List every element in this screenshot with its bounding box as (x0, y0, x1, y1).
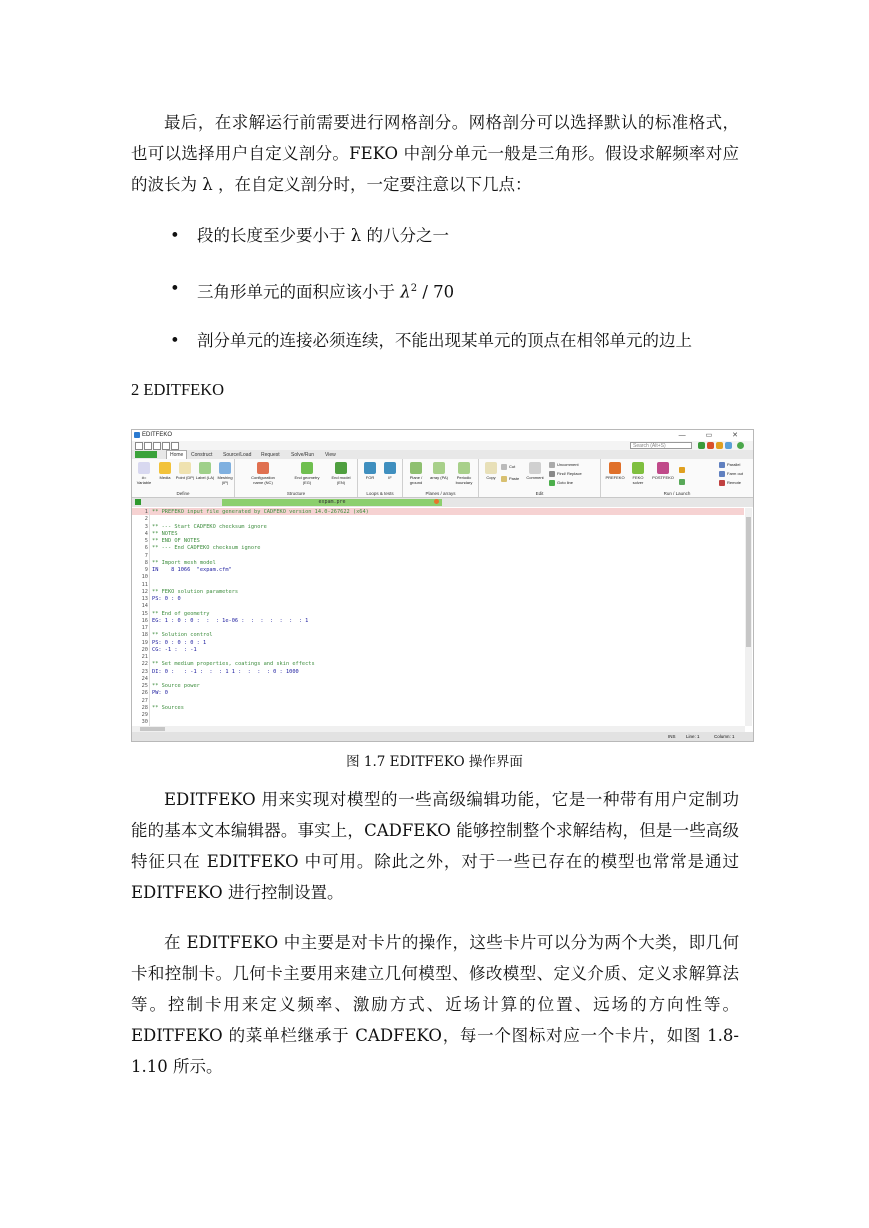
line-number-gutter (149, 508, 150, 726)
status-mode: INS (668, 734, 676, 739)
code-editor[interactable] (132, 508, 744, 726)
ribbon-group-define (132, 459, 235, 497)
cadfeko-launch-icon[interactable] (698, 442, 705, 449)
code-line: PS: 0 : 0 (152, 596, 181, 602)
superscript: 2 (410, 283, 418, 294)
line-number: 14 (141, 603, 148, 610)
code-line: ** --- Start CADFEKO checksum ignore (152, 523, 267, 530)
line-number: 30 (141, 719, 148, 726)
line-number: 4 (144, 530, 148, 537)
code-line: ** END OF NOTES (152, 538, 200, 544)
code-line: ** PREFEKO input file generated by CADFEKO version 14.0-267622 (x64) (152, 509, 369, 515)
section-heading: 2 EDITFEKO (131, 380, 225, 399)
optimiser-icon[interactable] (679, 467, 687, 473)
comment-label: Comment (526, 475, 544, 480)
line-number: 28 (141, 704, 148, 711)
ribbon-group-edit (479, 459, 601, 497)
bullet-dot: • (170, 279, 180, 298)
lambda-symbol: λ (400, 282, 411, 302)
code-line: ** Solution control (152, 632, 213, 639)
status-bar (132, 732, 753, 741)
comment-button[interactable] (525, 462, 545, 480)
tab-solve-run[interactable]: Solve/Run (291, 452, 315, 458)
line-number: 6 (144, 545, 148, 552)
line-number: 27 (141, 697, 148, 704)
intro-paragraph: 最后，在求解运行前需要进行网格剖分。网格剖分可以选择默认的标准格式，也可以选择用户自定义剖分。FEKO 中剖分单元一般是三角形。假设求解频率对应的波长为 λ ，在自定义剖分时，一定要注意以下几点： (131, 113, 739, 194)
paste-label: Paste (509, 476, 520, 482)
find-replace-button[interactable] (549, 471, 582, 477)
periodic-icon (458, 462, 470, 474)
end-geometry-button[interactable] (293, 462, 321, 485)
group-label-planes: Planes / arrays (425, 491, 456, 496)
if-button[interactable] (380, 462, 400, 480)
line-number: 7 (144, 552, 148, 559)
paste-icon (501, 476, 507, 482)
postfeko-launch-icon[interactable] (707, 442, 714, 449)
redo-icon[interactable] (171, 442, 179, 450)
bullet-text-pre: 三角形单元的面积应该小于 (197, 282, 401, 302)
farm-out-icon (719, 471, 725, 477)
bullet-text: 剖分单元的连接必须连续，不能出现某单元的顶点在相邻单元的边上 (197, 331, 692, 350)
bullet-text: 段的长度至少要小于 λ 的八分之一 (197, 226, 449, 245)
end-geometry-label: End geometry (EG) (294, 475, 320, 485)
find-replace-label: Find/ Replace (557, 471, 582, 477)
document-tab-bar (132, 498, 753, 507)
farm-out-button[interactable] (719, 471, 743, 477)
parallel-icon (719, 462, 725, 468)
body-paragraph: 在 EDITFEKO 中主要是对卡片的操作，这些卡片可以分为两个大类，即几何卡和控制卡。几何卡主要用来建立几何模型、修改模型、定义介质、定义求解算法等。控制卡用来定义频率、激励方式、近场计算的位置、远场的方向性等。EDITFEKO 的菜单栏继承于 CADFEKO，每一个图标对应一个卡片，如图 1.8-1.10 所示。 (131, 933, 739, 1076)
postfeko-icon (657, 462, 669, 474)
window-controls[interactable]: — ▭ ✕ (678, 432, 747, 439)
lua-launch-icon[interactable] (716, 442, 723, 449)
group-label-edit: Edit (535, 491, 544, 496)
code-line: DI: 0 : : -1 : : : 1 1 : : : : 0 : 1000 (152, 668, 299, 675)
vertical-scrollbar[interactable] (745, 508, 752, 726)
code-line: ** NOTES (152, 530, 178, 537)
document-tab[interactable]: expam.pre (222, 499, 442, 506)
line-number: 19 (141, 639, 148, 646)
bullet-text-post: / 70 (417, 282, 455, 302)
label-button[interactable] (195, 462, 215, 480)
variable-button[interactable] (134, 462, 154, 485)
code-line: ** Set medium properties, coatings and skin effects (152, 661, 315, 668)
search-input[interactable]: Search (Alt+S) (630, 442, 692, 449)
line-number: 29 (141, 712, 148, 718)
save-icon[interactable] (153, 442, 161, 450)
code-line: ** --- End CADFEKO checksum ignore (152, 545, 261, 552)
figure-caption: 图 1.7 EDITFEKO 操作界面 (346, 754, 523, 770)
line-number: 25 (141, 683, 148, 689)
copy-button[interactable] (481, 462, 501, 480)
uncomment-button[interactable] (549, 462, 579, 468)
cut-label: Cut (509, 464, 516, 470)
array-button[interactable] (428, 462, 450, 480)
ribbon-group-structure (235, 459, 358, 497)
configuration-button[interactable] (249, 462, 277, 485)
status-column: Column: 1 (714, 734, 735, 739)
status-line: Line: 1 (686, 734, 700, 739)
goto-line-button[interactable] (549, 480, 573, 486)
line-number: 13 (141, 596, 148, 602)
code-line: ** Source power (152, 683, 200, 689)
ribbon-tabs (132, 450, 753, 459)
configuration-label: Configuration name (NC) (251, 475, 275, 485)
remote-icon (719, 480, 725, 486)
open-icon[interactable] (144, 442, 152, 450)
prefeko-icon (609, 462, 621, 474)
window-title: EDITFEKO (142, 432, 173, 438)
postfeko-button[interactable] (650, 462, 676, 480)
line-number: 16 (141, 617, 148, 624)
uncomment-label: Uncomment (557, 462, 579, 468)
label-label: Label (LA) (195, 475, 215, 480)
end-model-button[interactable] (327, 462, 355, 485)
tab-construct[interactable]: Construct (191, 452, 213, 458)
group-label-define: Define (176, 491, 190, 496)
line-number: 11 (141, 581, 148, 588)
group-label-run: Run / Launch (663, 491, 691, 496)
variable-icon (138, 462, 150, 474)
prefeko-label: PREFEKO (605, 475, 625, 480)
scroll-thumb[interactable] (140, 727, 165, 731)
arrow-right-icon (549, 480, 555, 486)
scissors-icon (501, 464, 507, 470)
line-number: 17 (141, 625, 148, 631)
prefeko-button[interactable] (603, 462, 627, 480)
tab-view[interactable]: View (325, 452, 336, 458)
binoculars-icon (549, 471, 555, 477)
line-number: 5 (144, 538, 148, 544)
scroll-thumb[interactable] (746, 517, 751, 647)
comment-icon (529, 462, 541, 474)
code-line: PW: 0 (152, 690, 168, 697)
help-icon[interactable] (737, 442, 744, 449)
end-model-label: End model (EN) (331, 475, 351, 485)
for-label: FOR (365, 475, 375, 480)
array-label: array (PA) (430, 475, 448, 480)
close-tab-icon[interactable] (434, 499, 439, 504)
feko-solver-label: FEKO solver (632, 475, 644, 485)
paste-button[interactable] (501, 476, 519, 482)
point-label: Point (DP) (175, 475, 195, 480)
line-number: 3 (144, 523, 148, 530)
for-button[interactable] (360, 462, 380, 480)
run-options-icon[interactable] (679, 479, 687, 485)
feko-solver-icon (632, 462, 644, 474)
farm-out-label: Farm out (727, 471, 744, 477)
if-icon (384, 462, 396, 474)
line-number: 9 (144, 567, 148, 573)
code-line: ** Sources (152, 704, 184, 711)
ribbon-group-run (601, 459, 753, 497)
end-model-icon (335, 462, 347, 474)
point-icon (179, 462, 191, 474)
end-geometry-icon (301, 462, 313, 474)
feko-solver-button[interactable] (627, 462, 649, 485)
settings-icon[interactable] (725, 442, 732, 449)
code-line: PS: 0 : 0 : 0 : 1 (152, 639, 207, 646)
line-number: 26 (141, 690, 148, 697)
copy-label: Copy (486, 475, 496, 480)
uncomment-icon (549, 462, 555, 468)
editfeko-screenshot (131, 429, 754, 742)
array-icon (433, 462, 445, 474)
line-number: 10 (141, 574, 148, 581)
postfeko-label: POSTFEKO (652, 475, 674, 480)
media-label: Media (159, 475, 171, 480)
periodic-label: Periodic boundary (455, 475, 473, 485)
tab-source-load[interactable]: Source/Load (223, 452, 252, 458)
label-icon (199, 462, 211, 474)
parallel-button[interactable] (719, 462, 740, 468)
configuration-icon (257, 462, 269, 474)
meshing-button[interactable] (215, 462, 235, 485)
quick-access-toolbar (132, 441, 753, 450)
document-icon (135, 499, 141, 505)
plane-icon (410, 462, 422, 474)
plane-label: Plane / ground (409, 475, 423, 485)
bullet-text (197, 277, 454, 305)
title-bar (132, 430, 753, 441)
body-paragraph: EDITFEKO 用来实现对模型的一些高级编辑功能，它是一种带有用户定制功能的基本文本编辑器。事实上，CADFEKO 能够控制整个求解结构，但是一些高级特征只在 EDITFEKO 中可用。除此之外，对于一些已存在的模型也常常是通过 EDITFEKO 进行控制设置。 (131, 790, 739, 902)
line-number: 12 (141, 588, 148, 595)
line-number: 20 (141, 646, 148, 653)
tab-request[interactable]: Request (261, 452, 280, 458)
remote-button[interactable] (719, 480, 741, 486)
point-button[interactable] (175, 462, 195, 480)
code-line: ** End of geometry (152, 610, 210, 617)
line-number: 21 (141, 654, 148, 660)
meshing-icon (219, 462, 231, 474)
for-icon (364, 462, 376, 474)
code-line: ** Import mesh model (152, 559, 216, 566)
code-line: ** FEKO solution parameters (152, 588, 239, 595)
media-button[interactable] (155, 462, 175, 480)
line-number: 22 (141, 661, 148, 668)
variable-label: #= Variable (136, 475, 152, 485)
bullet-dot: • (170, 331, 180, 350)
bullet-dot: • (170, 226, 180, 245)
periodic-button[interactable] (451, 462, 477, 485)
code-line: IN 8 1066 "expam.cfm" (152, 567, 232, 573)
line-number: 18 (141, 632, 148, 639)
tab-home[interactable]: Home (166, 450, 187, 459)
group-label-loops: Loops & tests (366, 491, 394, 496)
line-number: 15 (141, 610, 148, 617)
plane-button[interactable] (405, 462, 427, 485)
line-number: 2 (144, 516, 148, 523)
media-icon (159, 462, 171, 474)
code-line: EG: 1 : 0 : 0 : : : 1e-06 : : : : : : : 1 (152, 617, 309, 624)
remote-label: Remote (727, 480, 742, 486)
copy-icon (485, 462, 497, 474)
line-number: 23 (141, 668, 148, 675)
code-line: CG: -1 : : -1 (152, 646, 197, 653)
new-icon[interactable] (135, 442, 143, 450)
meshing-label: Meshing (IP) (217, 475, 233, 485)
line-number: 24 (141, 675, 148, 682)
group-label-structure: Structure (286, 491, 306, 496)
undo-icon[interactable] (162, 442, 170, 450)
app-logo-icon (134, 432, 140, 438)
parallel-label: Parallel (727, 462, 741, 468)
ribbon-group-loops (358, 459, 403, 497)
ribbon (132, 459, 753, 498)
ribbon-group-planes (403, 459, 479, 497)
cut-button[interactable] (501, 464, 515, 470)
file-menu-button[interactable] (135, 451, 157, 458)
line-number: 1 (144, 509, 148, 515)
goto-line-label: Goto line (557, 480, 574, 486)
if-label: IF (388, 475, 392, 480)
line-number: 8 (144, 559, 148, 566)
